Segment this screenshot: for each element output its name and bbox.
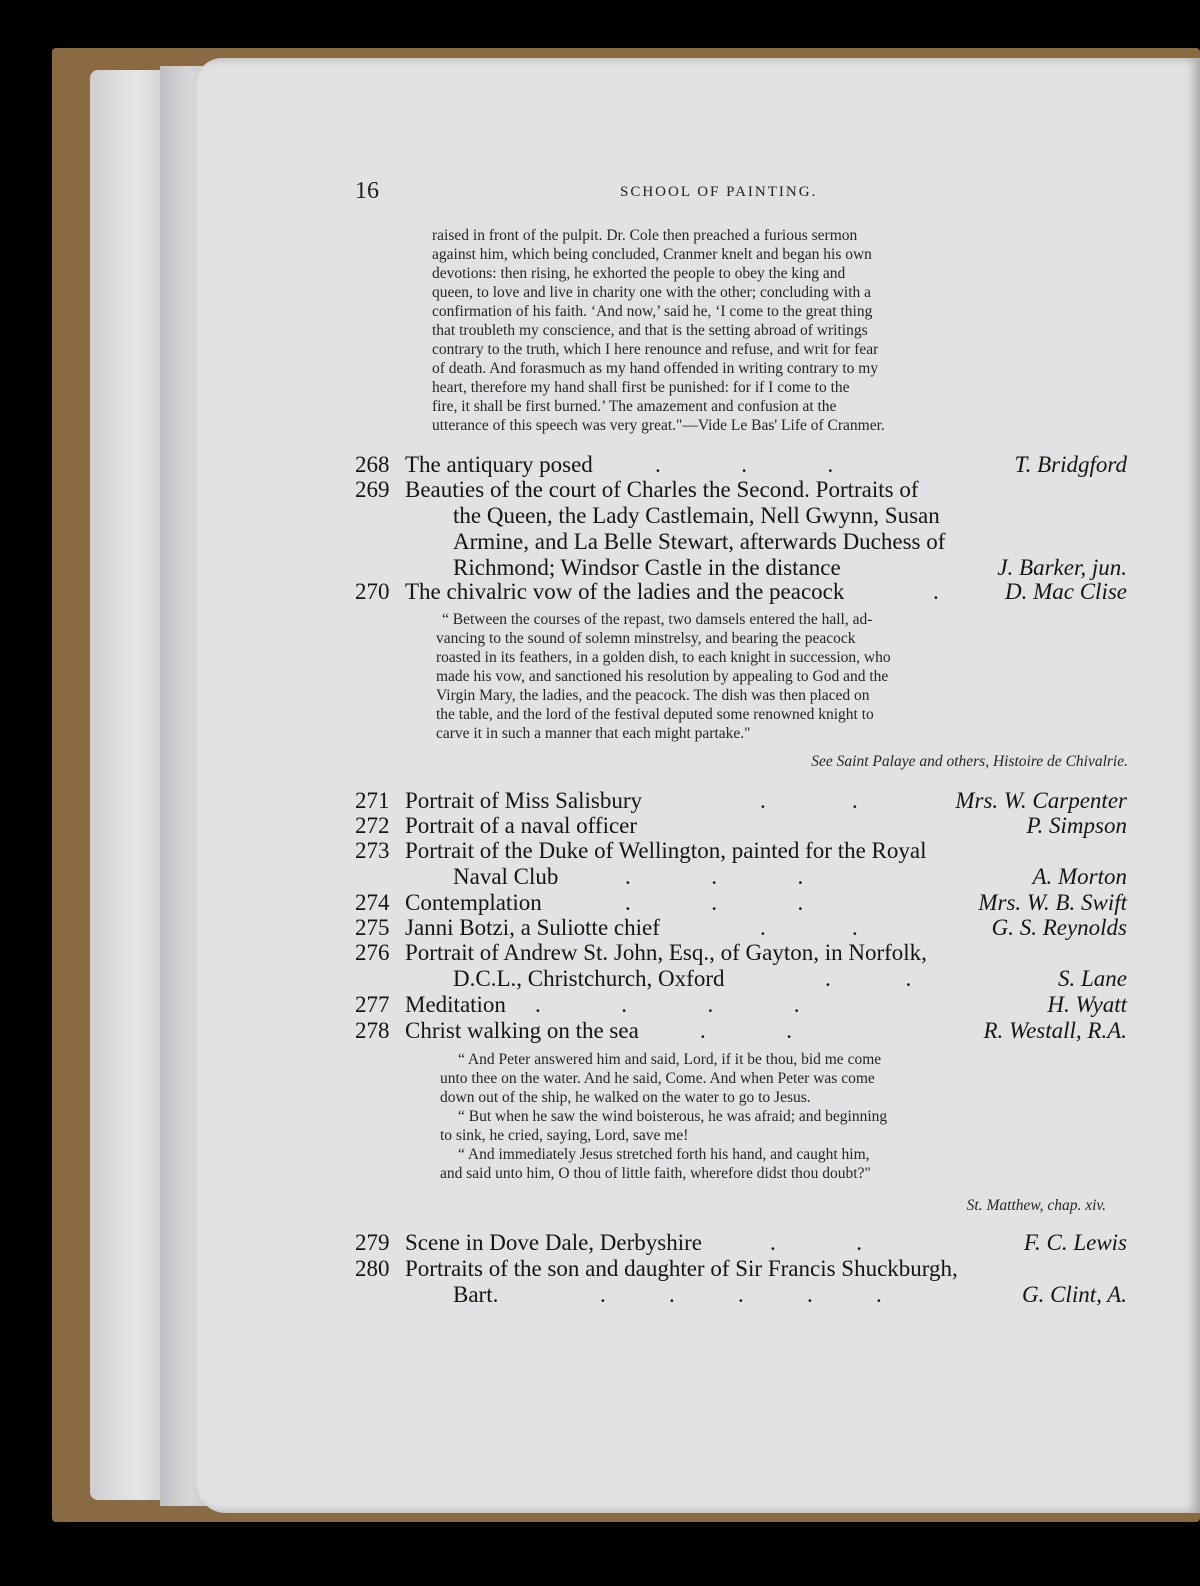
entry-artist: G. Clint, A.: [1021, 1282, 1127, 1307]
note-line: contrary to the truth, which I here renounce and refuse, and writ for fear: [432, 341, 879, 358]
note-line: fire, it shall be first burned.’ The amazement and confusion at the: [432, 398, 837, 415]
note-matthew: [440, 1050, 1040, 1183]
note-peacock: [436, 610, 1036, 743]
catalogue-entry-274: 274 Contemplation . . . Mrs. W. B. Swift: [355, 890, 1127, 915]
entry-number: 276: [355, 940, 390, 965]
entry-artist: R. Westall, R.A.: [983, 1018, 1127, 1043]
note-line: Virgin Mary, the ladies, and the peacock. The dish was then placed on: [436, 687, 870, 704]
note-line: “ And Peter answered him and said, Lord, if it be thou, bid me come: [458, 1051, 882, 1068]
catalogue-entry-275: 275 Janni Botzi, a Suliotte chief . . G. S. Reynolds: [355, 915, 1127, 940]
entry-title: Portrait of Miss Salisbury: [405, 788, 643, 813]
catalogue-entry-278: 278 Christ walking on the sea . . R. Westall, R.A.: [355, 1018, 1127, 1043]
note-line: unto thee on the water. And he said, Come. And when Peter was come: [440, 1070, 875, 1087]
note-line: that troubleth my conscience, and that is the setting abroad of writings: [432, 322, 868, 339]
note-line: of death. And forasmuch as my hand offended in writing contrary to my: [432, 360, 879, 377]
entry-title: Janni Botzi, a Suliotte chief: [405, 915, 660, 940]
entry-number: 275: [355, 915, 390, 940]
entry-title: Scene in Dove Dale, Derbyshire: [405, 1230, 702, 1255]
entry-number: 272: [355, 813, 390, 838]
entry-number: 273: [355, 838, 390, 863]
entry-artist: P. Simpson: [1026, 813, 1127, 838]
note-peacock-source: [600, 752, 1128, 771]
entry-artist: F. C. Lewis: [1023, 1230, 1127, 1255]
page-header: [355, 178, 1125, 208]
note-line: and said unto him, O thou of little faith, wherefore didst thou doubt?": [440, 1165, 871, 1182]
entry-title-line: the Queen, the Lady Castlemain, Nell Gwynn, Susan: [453, 503, 940, 528]
entry-artist: H. Wyatt: [1047, 992, 1127, 1017]
note-line: to sink, he cried, saying, Lord, save me!: [440, 1127, 689, 1144]
entry-artist: Mrs. W. Carpenter: [955, 788, 1127, 813]
note-source: St. Matthew, chap. xiv.: [966, 1197, 1106, 1214]
entry-title-line: Naval Club: [453, 864, 559, 889]
catalogue-entry-276: 276 Portrait of Andrew St. John, Esq., of Gayton, in Norfolk, D.C.L., Christchurch, Oxford . . S. Lane: [355, 940, 1127, 991]
entry-title: The antiquary posed: [405, 452, 593, 477]
page-number: 16: [355, 178, 379, 204]
note-line: queen, to love and live in charity one with the other; concluding with a: [432, 284, 872, 301]
entry-title: Christ walking on the sea: [405, 1018, 639, 1043]
note-line: against him, which being concluded, Cranmer knelt and began his own: [432, 246, 872, 263]
entry-number: 268: [355, 452, 390, 477]
note-line: the table, and the lord of the festival deputed some renowned knight to: [436, 706, 874, 723]
entry-number: 280: [355, 1256, 390, 1281]
entry-artist: D. Mac Clise: [1004, 579, 1127, 604]
entry-number: 277: [355, 992, 390, 1017]
entry-title-line: Armine, and La Belle Stewart, afterwards Duchess of: [453, 529, 946, 554]
entry-number: 279: [355, 1230, 390, 1255]
entry-title-line: D.C.L., Christchurch, Oxford: [453, 966, 725, 991]
entry-number: 278: [355, 1018, 390, 1043]
note-line: vancing to the sound of solemn minstrelsy, and bearing the peacock: [436, 630, 856, 647]
entry-title: Portrait of a naval officer: [405, 813, 638, 838]
entry-artist: G. S. Reynolds: [991, 915, 1127, 940]
entry-title: The chivalric vow of the ladies and the peacock: [405, 579, 845, 604]
catalogue-entry-277: 277 Meditation . . . . H. Wyatt: [355, 992, 1127, 1017]
note-line: “ But when he saw the wind boisterous, he was afraid; and beginning: [458, 1108, 888, 1125]
entry-title: Contemplation: [405, 890, 542, 915]
entry-artist: J. Barker, jun.: [997, 555, 1127, 580]
note-line: roasted in its feathers, in a golden dish, to each knight in succession, who: [436, 649, 891, 666]
entry-number: 271: [355, 788, 390, 813]
running-title: SCHOOL OF PAINTING.: [620, 184, 818, 200]
entry-number: 274: [355, 890, 390, 915]
note-line: devotions: then rising, he exhorted the people to obey the king and: [432, 265, 846, 282]
note-line: made his vow, and sanctioned his resolution by appealing to God and the: [436, 668, 889, 685]
entry-title-line: Bart.: [453, 1282, 499, 1307]
catalogue-entry-271: 271 Portrait of Miss Salisbury . . Mrs. W. Carpenter: [355, 788, 1127, 813]
catalogue-entry-270: 270 The chivalric vow of the ladies and the peacock . D. Mac Clise: [355, 579, 1127, 604]
note-line: down out of the ship, he walked on the water to go to Jesus.: [440, 1089, 811, 1106]
note-line: “ Between the courses of the repast, two damsels entered the hall, ad-: [442, 611, 873, 628]
note-matthew-source: [780, 1196, 1106, 1215]
note-line: heart, therefore my hand shall first be punished: for if I come to the: [432, 379, 850, 396]
note-cranmer: [432, 226, 1028, 435]
catalogue-entry-269: [355, 477, 1127, 581]
entry-title-line: Portraits of the son and daughter of Sir Francis Shuckburgh,: [405, 1256, 958, 1281]
catalogue-entry-268: 268 The antiquary posed . . . T. Bridgford: [355, 452, 1127, 477]
catalogue-entry-272: [355, 813, 1127, 839]
entry-title-line: Portrait of Andrew St. John, Esq., of Gayton, in Norfolk,: [405, 940, 927, 965]
entry-number: 269: [355, 477, 390, 502]
entry-artist: A. Morton: [1032, 864, 1127, 889]
entry-title-line: Portrait of the Duke of Wellington, painted for the Royal: [405, 838, 927, 863]
entry-title-line: Beauties of the court of Charles the Second. Portraits of: [405, 477, 919, 502]
catalogue-entry-280: 280 Portraits of the son and daughter of Sir Francis Shuckburgh, Bart. . . . . . G. Clint, A.: [355, 1256, 1127, 1307]
entry-title-line: Richmond; Windsor Castle in the distance: [453, 555, 841, 580]
note-line: “ And immediately Jesus stretched forth his hand, and caught him,: [458, 1146, 870, 1163]
entry-artist: T. Bridgford: [1014, 452, 1127, 477]
entry-artist: S. Lane: [1058, 966, 1127, 991]
entry-number: 270: [355, 579, 390, 604]
note-line: confirmation of his faith. ‘And now,’ said he, ‘I come to the great thing: [432, 303, 873, 320]
note-line: utterance of this speech was very great."—Vide Le Bas' Life of Cranmer.: [432, 417, 885, 434]
catalogue-entry-279: 279 Scene in Dove Dale, Derbyshire . . F. C. Lewis: [355, 1230, 1127, 1255]
note-line: carve it in such a manner that each might partake.": [436, 725, 751, 742]
note-line: raised in front of the pulpit. Dr. Cole then preached a furious sermon: [432, 227, 858, 244]
entry-artist: Mrs. W. B. Swift: [978, 890, 1127, 915]
entry-title: Meditation: [405, 992, 506, 1017]
catalogue-entry-273: 273 Portrait of the Duke of Wellington, painted for the Royal Naval Club . . . A. Morton: [355, 838, 1127, 889]
note-source: See Saint Palaye and others, Histoire de Chivalrie.: [811, 753, 1128, 770]
